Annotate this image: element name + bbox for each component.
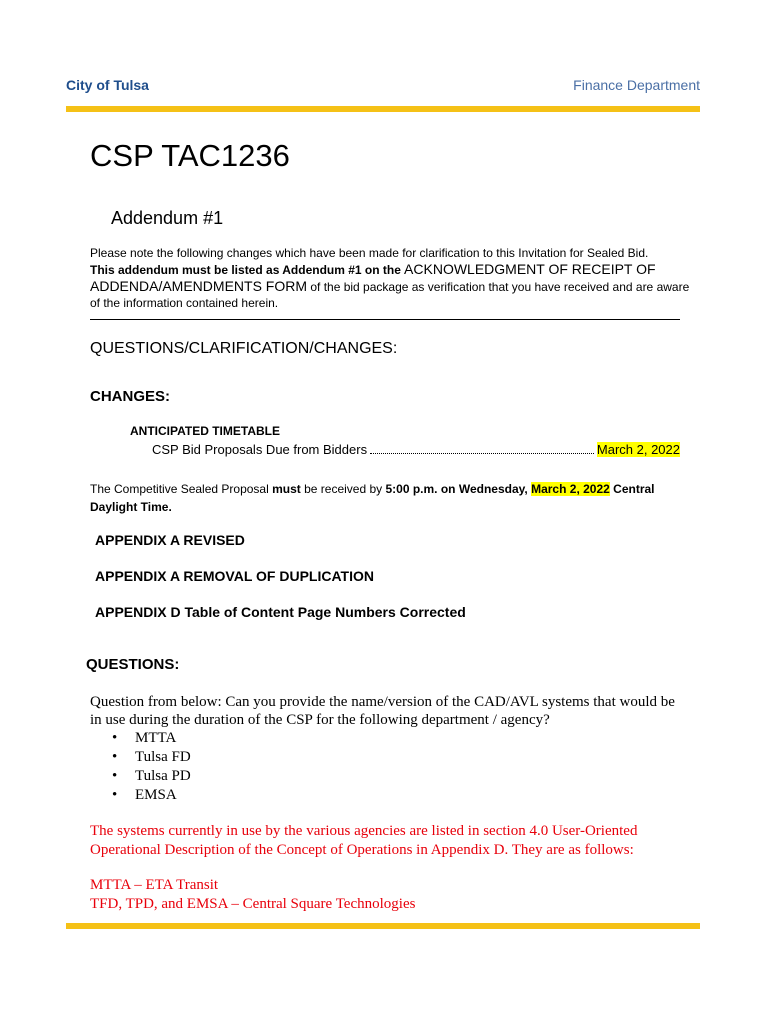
- timetable-heading: ANTICIPATED TIMETABLE: [130, 424, 280, 438]
- header-divider: [66, 106, 700, 112]
- intro-line: Please note the following changes which have been made for clarification to this Invitation for Sealed Bid.: [90, 246, 649, 260]
- org-name: City of Tulsa: [66, 77, 149, 93]
- dot-leader: [370, 453, 594, 454]
- appendix-item: APPENDIX D Table of Content Page Numbers Corrected: [95, 604, 466, 620]
- document-title: CSP TAC1236: [90, 138, 290, 173]
- system-item: TFD, TPD, and EMSA – Central Square Technologies: [90, 896, 416, 912]
- intro-rest: of the bid package as verification that you have received and are aware of the information contained herein.: [90, 280, 690, 310]
- form-name-2: ADDENDA/AMENDMENTS FORM: [90, 278, 308, 294]
- agency-item: • Tulsa FD: [112, 748, 191, 767]
- agency-item: • MTTA: [112, 729, 191, 748]
- timetable-item-date: March 2, 2022: [596, 442, 680, 457]
- timetable-item: [152, 442, 680, 458]
- question-text: Question from below: Can you provide the name/version of the CAD/AVL systems that would be in use during the duration of the CSP for the following department / agency?: [90, 694, 675, 728]
- intro-paragraph: [90, 245, 690, 311]
- appendix-item: APPENDIX A REMOVAL OF DUPLICATION: [95, 568, 374, 584]
- deadline-time: 5:00 p.m. on Wednesday,: [385, 482, 532, 496]
- timetable-item-label: CSP Bid Proposals Due from Bidders: [152, 442, 368, 457]
- agency-item: • EMSA: [112, 786, 191, 805]
- department-name: Finance Department: [573, 77, 700, 93]
- deadline-tz: Central Daylight Time.: [90, 482, 655, 514]
- agency-list: [112, 729, 191, 805]
- questions-heading: QUESTIONS:: [86, 656, 180, 673]
- deadline-text-2: be received by: [300, 482, 386, 496]
- appendix-item: APPENDIX A REVISED: [95, 532, 245, 548]
- deadline-text-1: The Competitive Sealed Proposal: [90, 482, 273, 496]
- form-name-1: ACKNOWLEDGMENT OF RECEIPT OF: [400, 261, 656, 277]
- changes-heading: CHANGES:: [90, 388, 171, 405]
- intro-bold: This addendum must be listed as Addendum #1 on the: [90, 263, 401, 277]
- footer-divider: [66, 923, 700, 929]
- addendum-number: Addendum #1: [111, 208, 224, 228]
- system-item: MTTA – ETA Transit: [90, 877, 219, 893]
- section-divider: [90, 319, 680, 320]
- answer-text: The systems currently in use by the various agencies are listed in section 4.0 User-Oriented Operational Description of the Concept of Operations in Appendix D. They are as follows:: [90, 823, 638, 858]
- section-heading: QUESTIONS/CLARIFICATION/CHANGES:: [90, 340, 398, 357]
- deadline-paragraph: [90, 480, 690, 516]
- agency-item: • Tulsa PD: [112, 767, 191, 786]
- deadline-must: must: [272, 482, 301, 496]
- deadline-date: March 2, 2022: [531, 482, 610, 496]
